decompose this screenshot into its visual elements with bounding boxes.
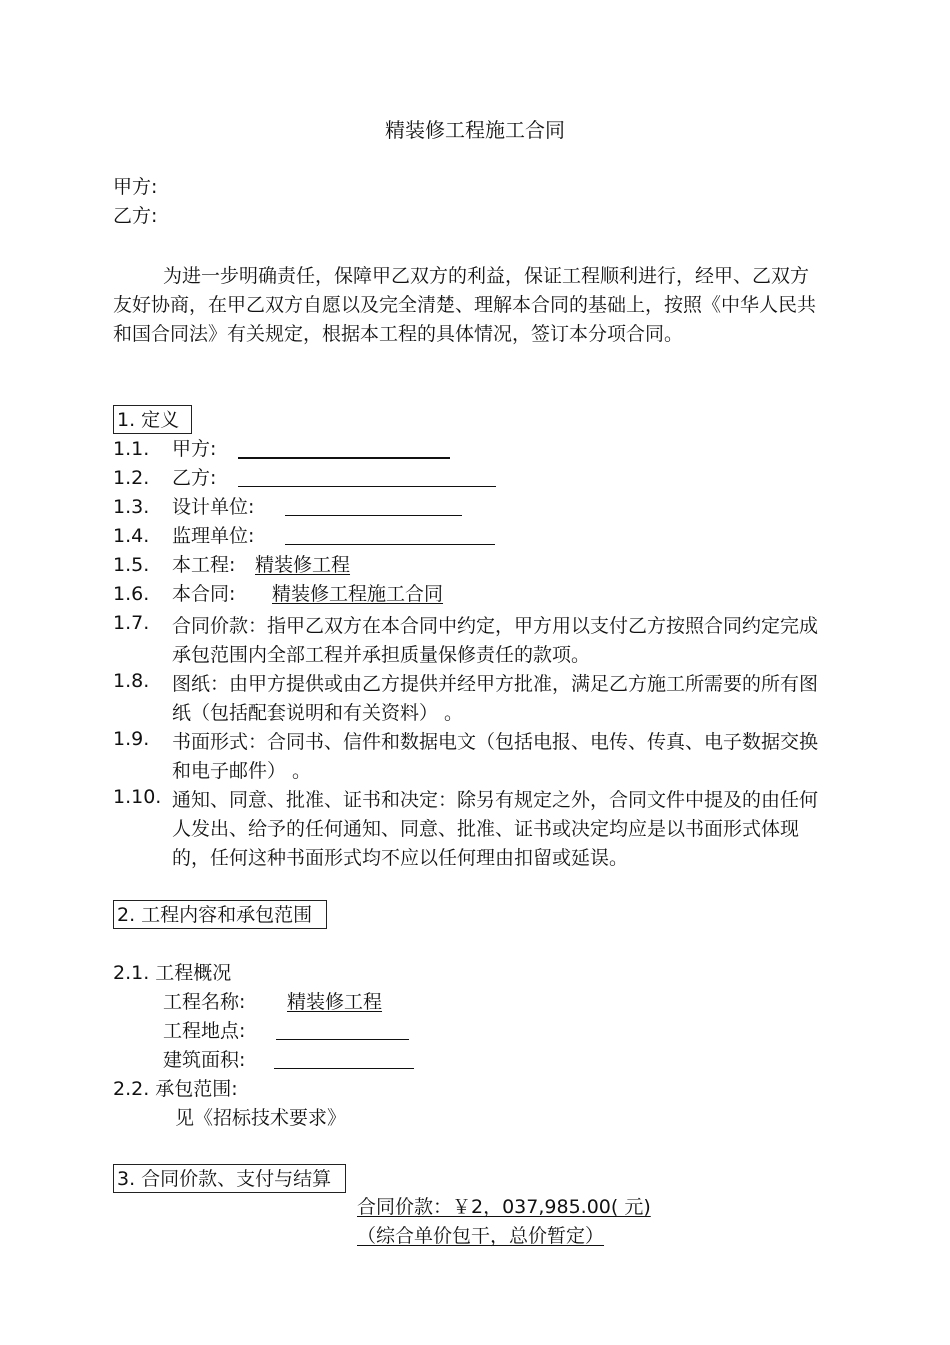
item-number: 1.8. bbox=[113, 670, 150, 692]
section-1-heading: 1. 定义 bbox=[113, 405, 192, 434]
definition-1-10 bbox=[0, 786, 950, 873]
definition-1-8 bbox=[0, 670, 950, 728]
definition-1-7 bbox=[0, 612, 950, 670]
project-site-label: 工程地点: bbox=[163, 1020, 246, 1042]
item-label: 本合同: bbox=[172, 583, 236, 605]
item-number: 1.9. bbox=[113, 728, 150, 750]
item-number: 1.6. bbox=[113, 583, 150, 605]
item-label: 设计单位: bbox=[172, 496, 255, 518]
section-2-heading: 2. 工程内容和承包范围 bbox=[113, 900, 327, 929]
item-label: 甲方: bbox=[172, 438, 217, 460]
contract-price: 合同价款：￥2，037,985.00( 元) bbox=[357, 1196, 651, 1218]
definition-1-9 bbox=[0, 728, 950, 786]
item-text: 通知、同意、批准、证书和决定：除另有规定之外，合同文件中提及的由任何人发出、给予的任何通知、同意、批准、证书或决定均应是以书面形式体现的，任何这种书面形式均不应以任何理由扣留或延误。 bbox=[172, 789, 819, 869]
party-b-label: 乙方: bbox=[113, 205, 158, 227]
project-site-blank bbox=[276, 1020, 409, 1040]
project-value: 精装修工程 bbox=[255, 554, 351, 576]
item-text: 合同价款：指甲乙双方在本合同中约定，甲方用以支付乙方按照合同约定完成承包范围内全部工程并承担质量保修责任的款项。 bbox=[172, 615, 819, 666]
item-label: 监理单位: bbox=[172, 525, 255, 547]
document-title: 精装修工程施工合同 bbox=[385, 118, 565, 142]
item-number: 1.3. bbox=[113, 496, 150, 518]
item-number: 1.1. bbox=[113, 438, 150, 460]
intro-paragraph: 为进一步明确责任，保障甲乙双方的利益，保证工程顺利进行，经甲、乙双方友好协商，在甲乙双方自愿以及完全清楚、理解本合同的基础上，按照《中华人民共和国合同法》有关规定，根据本工程的具体情况，签订本分项合同。 bbox=[113, 265, 817, 345]
item-text: 书面形式：合同书、信件和数据电文（包括电报、电传、传真、电子数据交换和电子邮件） 。 bbox=[172, 731, 819, 782]
party-b-blank bbox=[238, 467, 496, 487]
building-area-label: 建筑面积: bbox=[163, 1049, 246, 1071]
item-number: 1.2. bbox=[113, 467, 150, 489]
section-3-heading: 3. 合同价款、支付与结算 bbox=[113, 1164, 346, 1193]
subsection-2-1: 2.1. 工程概况 bbox=[113, 962, 232, 984]
item-number: 1.4. bbox=[113, 525, 150, 547]
item-label: 乙方: bbox=[172, 467, 217, 489]
party-a-label: 甲方: bbox=[113, 176, 158, 198]
item-label: 本工程: bbox=[172, 554, 236, 576]
item-number: 1.10. bbox=[113, 786, 162, 808]
supervision-unit-blank bbox=[285, 525, 495, 545]
project-name-label: 工程名称: bbox=[163, 991, 246, 1013]
design-unit-blank bbox=[285, 496, 462, 516]
price-note: （综合单价包干，总价暂定） bbox=[357, 1225, 605, 1247]
party-a-blank bbox=[238, 438, 450, 459]
scope-text: 见《招标技术要求》 bbox=[175, 1107, 347, 1129]
item-text: 图纸：由甲方提供或由乙方提供并经甲方批准，满足乙方施工所需要的所有图纸（包括配套说明和有关资料） 。 bbox=[172, 673, 819, 724]
building-area-blank bbox=[274, 1049, 414, 1069]
subsection-2-2: 2.2. 承包范围: bbox=[113, 1078, 238, 1100]
item-number: 1.7. bbox=[113, 612, 150, 634]
project-name-value: 精装修工程 bbox=[287, 991, 383, 1013]
contract-value: 精装修工程施工合同 bbox=[272, 583, 444, 605]
item-number: 1.5. bbox=[113, 554, 150, 576]
